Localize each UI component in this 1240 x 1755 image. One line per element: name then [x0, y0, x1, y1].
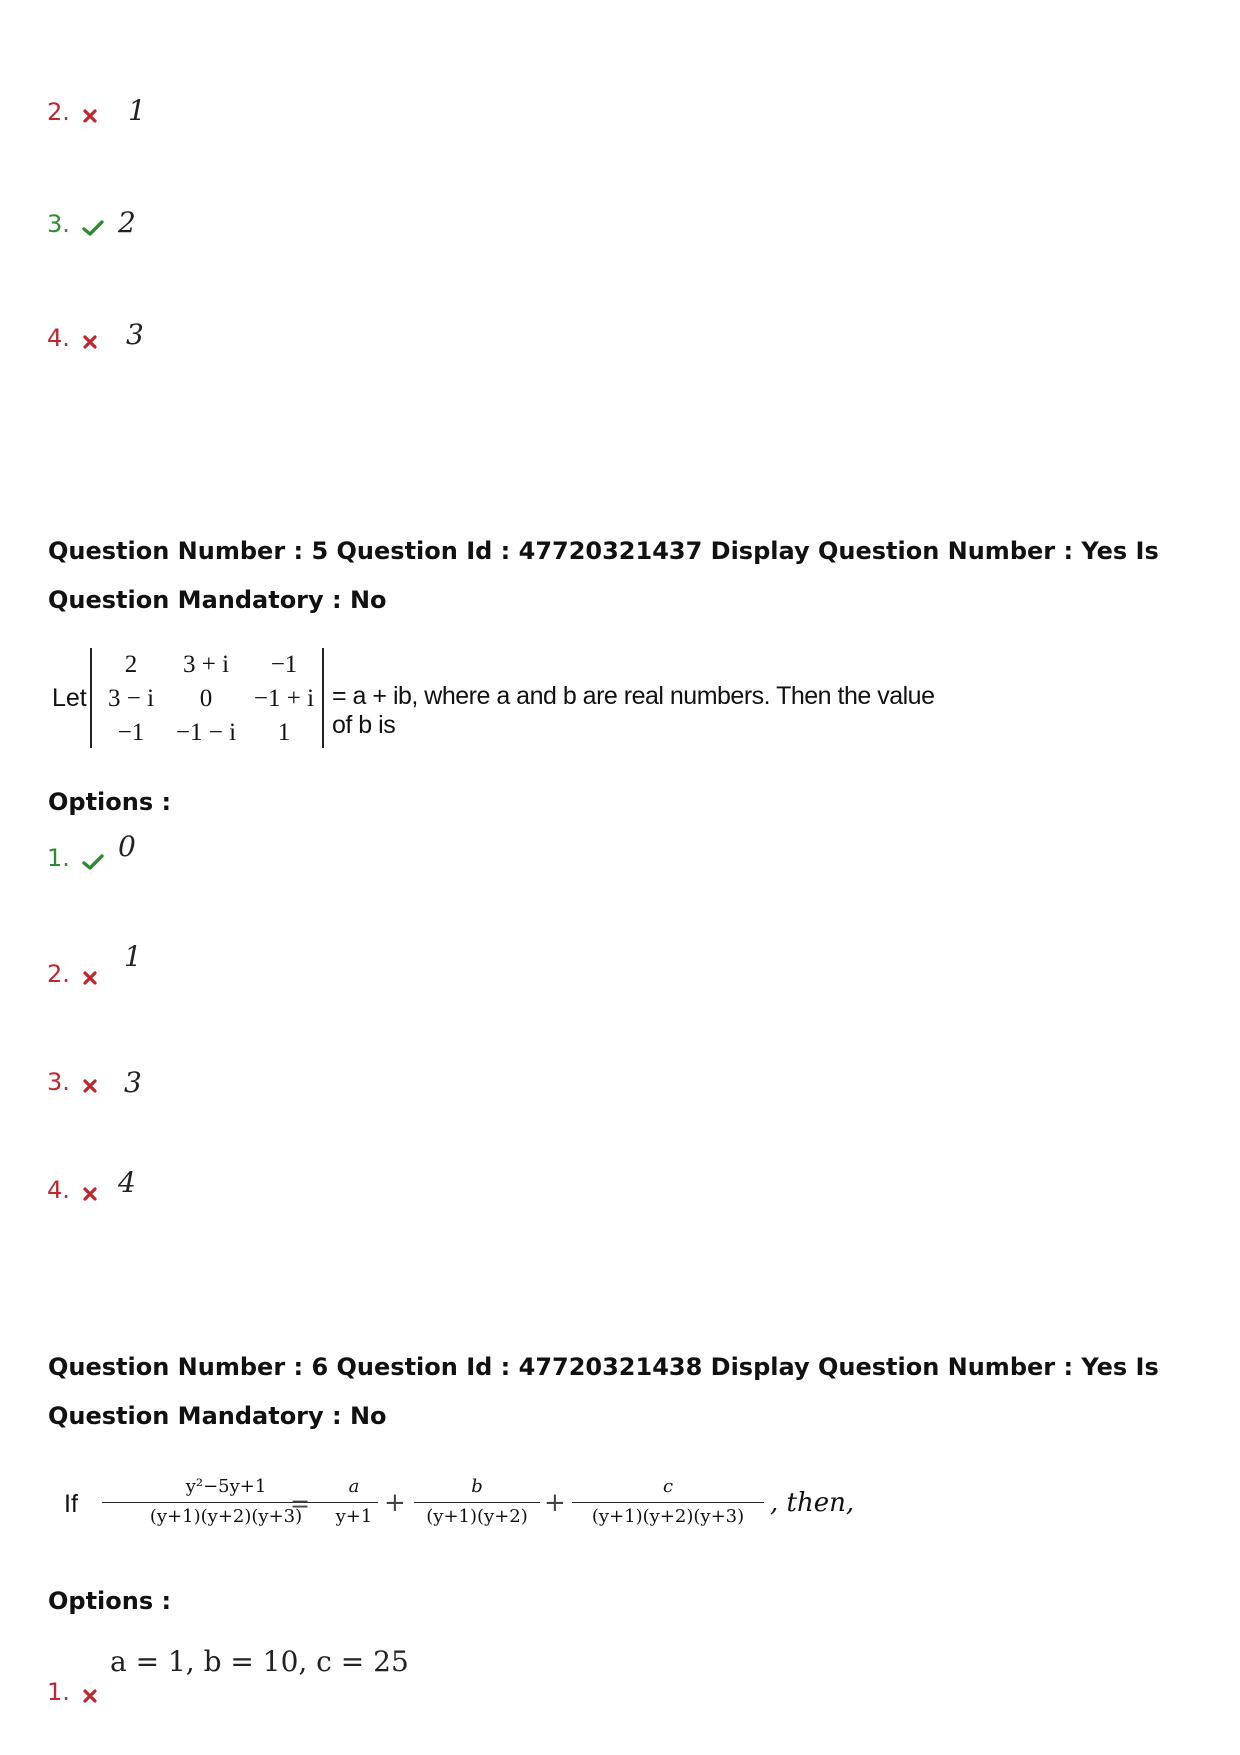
determinant-bar-left — [90, 648, 92, 748]
c-denominator: (y+1)(y+2)(y+3) — [591, 1506, 745, 1527]
question-5-stem — [52, 648, 952, 758]
option-value: 3 — [126, 318, 144, 351]
option-number: 3. — [47, 210, 70, 238]
option-row — [47, 98, 99, 126]
correct-check-icon — [81, 853, 105, 871]
wrong-cross-icon — [81, 1185, 99, 1203]
equals-sign: = — [290, 1490, 311, 1518]
option-number: 2. — [47, 960, 70, 988]
b-denominator: (y+1)(y+2) — [426, 1506, 528, 1527]
option-value: 2 — [118, 206, 136, 239]
wrong-cross-icon — [81, 333, 99, 351]
lhs-denominator: (y+1)(y+2)(y+3) — [149, 1506, 303, 1527]
correct-check-icon — [81, 219, 105, 237]
fraction-lhs — [96, 1474, 356, 1531]
option-value: 1 — [124, 940, 142, 973]
option-number: 4. — [47, 324, 70, 352]
stem-tail: , then, — [770, 1488, 855, 1518]
matrix-cell: 2 — [124, 651, 138, 678]
matrix-cell: −1 — [117, 719, 145, 746]
plus-sign: + — [544, 1488, 566, 1518]
determinant-matrix — [96, 648, 322, 750]
question-6-header: Question Number : 6 Question Id : 47720321438 Display Question Number : Yes Is Question Mandatory : No — [48, 1353, 1159, 1430]
matrix-cell: 3 − i — [107, 685, 155, 712]
a-numerator: a — [348, 1476, 360, 1497]
option-row — [47, 210, 105, 238]
wrong-cross-icon — [81, 1687, 99, 1705]
option-number: 3. — [47, 1068, 70, 1096]
c-numerator: c — [662, 1476, 674, 1497]
matrix-cell: 0 — [199, 685, 213, 712]
options-label: Options : — [48, 788, 172, 816]
option-row — [47, 1176, 99, 1204]
stem-let: Let — [52, 684, 87, 712]
option-value: 0 — [118, 830, 136, 863]
option-row — [47, 324, 99, 352]
option-row — [47, 1678, 99, 1706]
fraction-b — [410, 1474, 544, 1531]
matrix-cell: −1 + i — [253, 685, 315, 712]
question-6-stem — [64, 1474, 884, 1564]
option-value: 1 — [128, 94, 146, 127]
stem-text: = a + ib, where a and b are real numbers. Then the value of b is — [332, 682, 935, 739]
fraction-a — [326, 1474, 382, 1531]
option-number: 2. — [47, 98, 70, 126]
option-number: 1. — [47, 844, 70, 872]
option-value: 4 — [118, 1166, 136, 1199]
matrix-cell: −1 — [270, 651, 298, 678]
question-5-header: Question Number : 5 Question Id : 47720321437 Display Question Number : Yes Is Question Mandatory : No — [48, 537, 1159, 614]
wrong-cross-icon — [81, 107, 99, 125]
matrix-cell: −1 − i — [175, 719, 237, 746]
determinant-bar-right — [322, 648, 324, 748]
option-value: a = 1, b = 10, c = 25 — [110, 1645, 409, 1678]
wrong-cross-icon — [81, 1077, 99, 1095]
lhs-numerator: y²−5y+1 — [185, 1476, 267, 1497]
option-row — [47, 1068, 99, 1096]
options-label: Options : — [48, 1587, 172, 1615]
stem-if: If — [64, 1490, 78, 1518]
fraction-c — [568, 1474, 768, 1531]
plus-sign: + — [384, 1488, 406, 1518]
matrix-cell: 3 + i — [182, 651, 230, 678]
option-value: 3 — [124, 1066, 142, 1099]
matrix-cell: 1 — [277, 719, 291, 746]
option-number: 4. — [47, 1176, 70, 1204]
b-numerator: b — [471, 1476, 483, 1497]
option-row — [47, 960, 99, 988]
option-row — [47, 844, 105, 872]
wrong-cross-icon — [81, 969, 99, 987]
option-number: 1. — [47, 1678, 70, 1706]
a-denominator: y+1 — [335, 1506, 373, 1527]
